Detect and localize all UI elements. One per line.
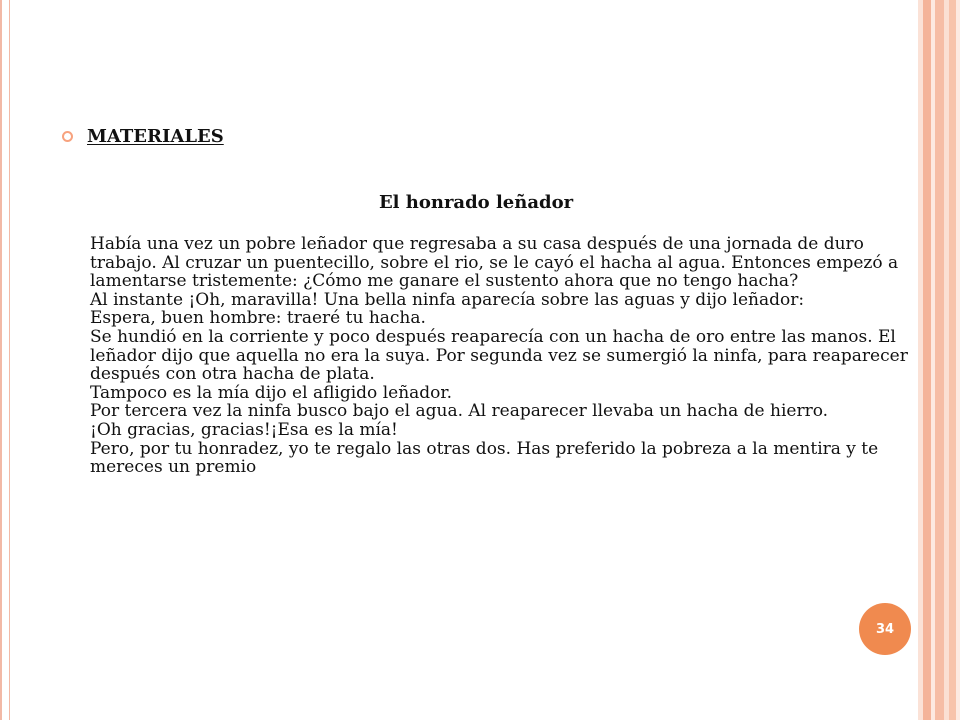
- right-stripes-decoration: [918, 0, 960, 720]
- story-paragraph: Había una vez un pobre leñador que regresaba a su casa después de una jornada de duro trabajo. Al cruzar un puentecillo, sobre el rio, se le cayó el hacha al agua. Entonces empezó a lamentarse tristemente: ¿Cómo me ganare el sustento ahora que no tengo hacha?: [90, 234, 899, 292]
- story-paragraph: Espera, buen hombre: traeré tu hacha.: [90, 308, 426, 329]
- bullet-icon: [62, 131, 73, 142]
- story-paragraph: Al instante ¡Oh, maravilla! Una bella ninfa aparecía sobre las aguas y dijo leñador:: [90, 289, 805, 310]
- story-paragraph: Se hundió en la corriente y poco después reaparecía con un hacha de oro entre las manos. El leñador dijo que aquella no era la suya. Por segunda vez se sumergió la ninfa, para reaparecer después con otra hacha de plata.: [90, 326, 908, 385]
- story-paragraph: ¡Oh gracias, gracias!¡Esa es la mía!: [90, 419, 398, 440]
- story-paragraph: Tampoco es la mía dijo el afligido leñador.: [90, 382, 453, 403]
- story-paragraph: Pero, por tu honradez, yo te regalo las otras dos. Has preferido la pobreza a la mentira y te mereces un premio: [90, 438, 879, 478]
- story-paragraph: Por tercera vez la ninfa busco bajo el agua. Al reaparecer llevaba un hacha de hierro.: [90, 401, 829, 422]
- story-text: [90, 235, 910, 477]
- heading-row: [62, 126, 224, 147]
- left-border-decoration: [0, 0, 10, 720]
- page-number-badge: 34: [859, 603, 911, 655]
- story-title: El honrado leñador: [378, 192, 574, 213]
- slide-heading: MATERIALES: [87, 126, 224, 147]
